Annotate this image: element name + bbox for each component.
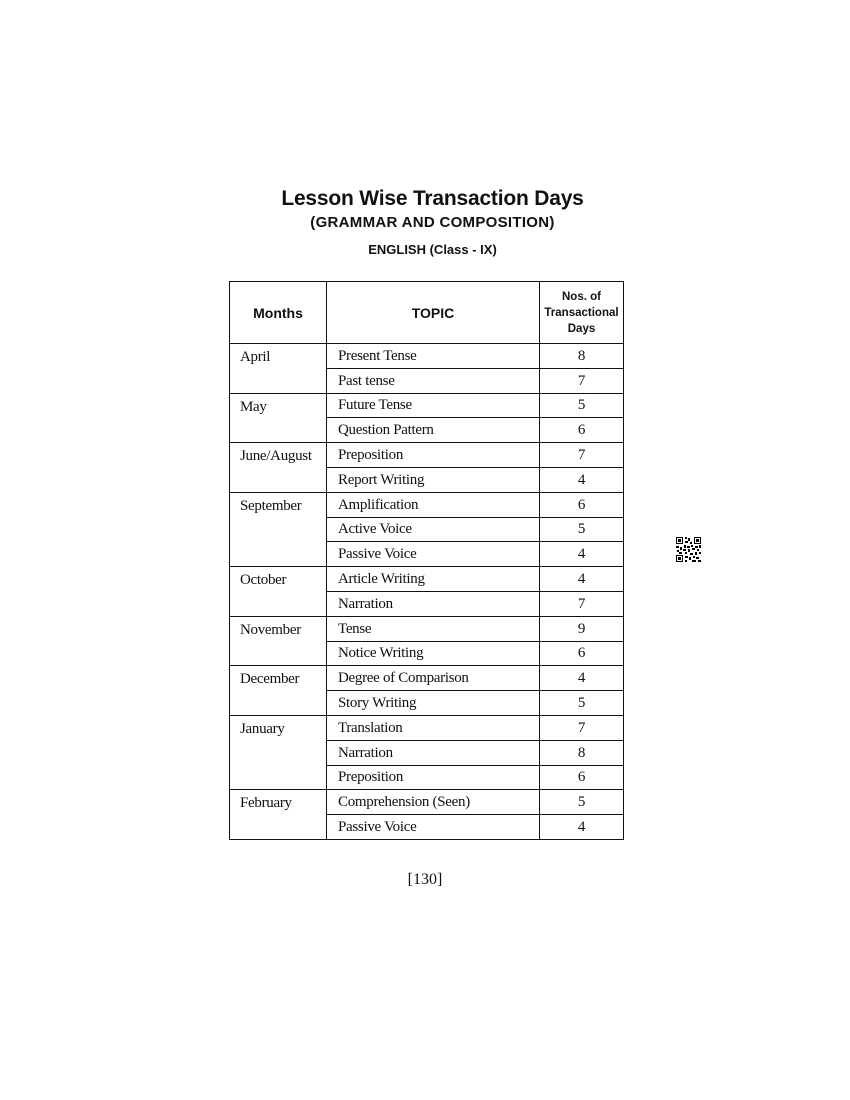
table-row [230,567,624,592]
days-cell: 6 [540,765,624,790]
page-subtitle: (GRAMMAR AND COMPOSITION) [310,214,555,231]
days-header-line-1: Nos. of [562,290,601,303]
qr-code-icon [676,537,701,562]
topic-cell: Notice Writing [327,641,540,666]
table-row [230,393,624,418]
table-row [230,790,624,815]
table-row [230,443,624,468]
topic-header: TOPIC [327,282,540,344]
topic-cell: Future Tense [327,393,540,418]
days-cell: 8 [540,740,624,765]
days-header-line-3: Days [567,322,596,335]
days-cell: 6 [540,418,624,443]
month-cell: September [230,492,327,566]
topic-cell: Amplification [327,492,540,517]
days-cell: 7 [540,368,624,393]
topic-cell: Comprehension (Seen) [327,790,540,815]
topic-cell: Tense [327,616,540,641]
days-cell: 4 [540,666,624,691]
table-row [230,616,624,641]
topic-cell: Degree of Comparison [327,666,540,691]
topic-cell: Preposition [327,765,540,790]
table-row [230,344,624,369]
month-cell: April [230,344,327,394]
topic-cell: Story Writing [327,691,540,716]
days-cell: 6 [540,641,624,666]
lesson-days-table [229,281,624,840]
days-cell: 7 [540,591,624,616]
days-cell: 4 [540,567,624,592]
topic-cell: Article Writing [327,567,540,592]
days-cell: 5 [540,517,624,542]
page-number: [130] [407,871,443,888]
days-cell: 6 [540,492,624,517]
days-header [540,282,624,344]
month-cell: October [230,567,327,617]
table-row [230,492,624,517]
days-cell: 4 [540,467,624,492]
months-header: Months [230,282,327,344]
topic-cell: Past tense [327,368,540,393]
month-cell: December [230,666,327,716]
month-cell: January [230,715,327,789]
days-cell: 5 [540,790,624,815]
table-header-row [230,282,624,344]
class-label: ENGLISH (Class - IX) [368,242,497,257]
topic-cell: Narration [327,740,540,765]
days-header-line-2: Transactional [544,306,619,319]
topic-cell: Question Pattern [327,418,540,443]
month-cell: November [230,616,327,666]
month-cell: May [230,393,327,443]
month-cell: June/August [230,443,327,493]
days-cell: 5 [540,691,624,716]
days-cell: 8 [540,344,624,369]
topic-cell: Preposition [327,443,540,468]
days-cell: 7 [540,715,624,740]
topic-cell: Translation [327,715,540,740]
topic-cell: Passive Voice [327,815,540,840]
topic-cell: Report Writing [327,467,540,492]
days-cell: 5 [540,393,624,418]
days-cell: 4 [540,815,624,840]
topic-cell: Active Voice [327,517,540,542]
days-cell: 7 [540,443,624,468]
page-title: Lesson Wise Transaction Days [281,187,584,210]
topic-cell: Narration [327,591,540,616]
table-row [230,715,624,740]
table-row [230,666,624,691]
topic-cell: Present Tense [327,344,540,369]
month-cell: February [230,790,327,840]
days-cell: 9 [540,616,624,641]
topic-cell: Passive Voice [327,542,540,567]
days-cell: 4 [540,542,624,567]
